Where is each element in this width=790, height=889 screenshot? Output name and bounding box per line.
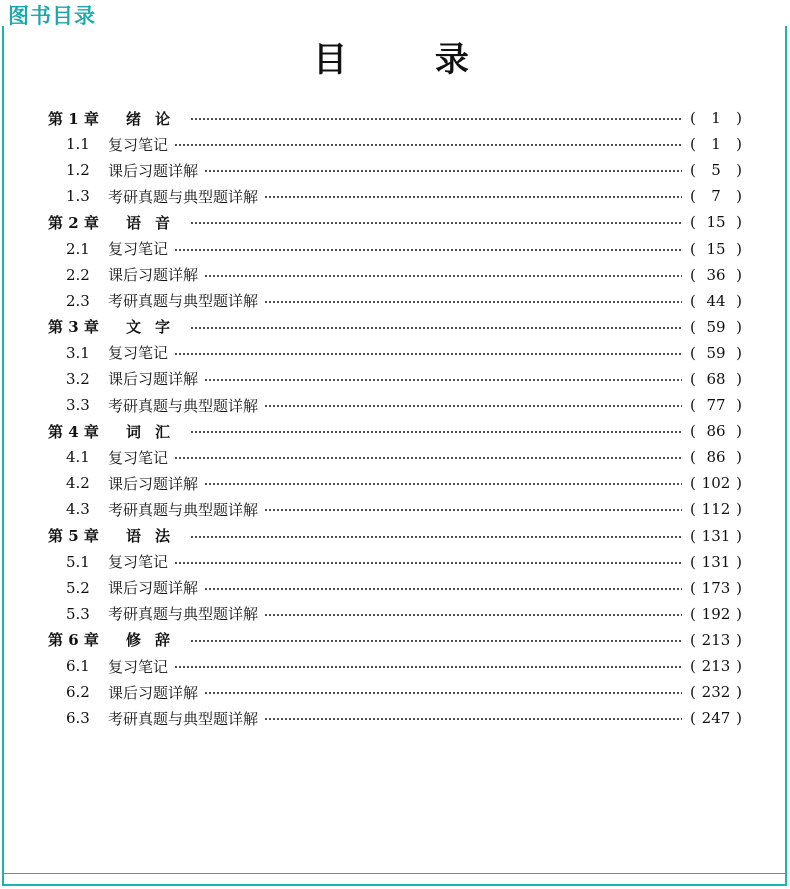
page-number — [690, 344, 742, 362]
close-paren: ) — [736, 369, 742, 388]
toc-section-row[interactable] — [0, 549, 790, 575]
page-number — [690, 709, 742, 727]
toc-chapter-row[interactable] — [0, 105, 790, 131]
page-number — [690, 135, 742, 153]
close-paren: ) — [736, 422, 742, 441]
close-paren: ) — [736, 683, 742, 702]
page-number-value: 131 — [701, 552, 731, 571]
page-number — [690, 579, 742, 597]
chapter-number: 第 6 章 — [48, 631, 99, 650]
toc-entry-label — [48, 108, 184, 129]
page-number-value: 112 — [701, 500, 731, 519]
toc-entry-label — [48, 212, 184, 233]
toc-section-row[interactable] — [0, 183, 790, 209]
toc-chapter-row[interactable] — [0, 418, 790, 444]
section-number: 5.1 — [66, 552, 90, 571]
dot-leader — [174, 562, 682, 564]
page-number-value: 102 — [701, 474, 731, 493]
open-paren: ( — [690, 161, 696, 180]
toc-section-row[interactable] — [0, 366, 790, 392]
close-paren: ) — [736, 396, 742, 415]
close-paren: ) — [736, 552, 742, 571]
toc-chapter-row[interactable] — [0, 314, 790, 340]
page-number-value: 213 — [701, 657, 731, 676]
open-paren: ( — [690, 552, 696, 571]
close-paren: ) — [736, 317, 742, 336]
section-title: 课后习题详解 — [108, 266, 199, 285]
page-number — [690, 292, 742, 310]
toc-entry-label — [66, 603, 258, 624]
open-paren: ( — [690, 187, 696, 206]
toc-entry-label — [66, 473, 198, 494]
page-number-value: 7 — [711, 187, 721, 206]
toc-section-row[interactable] — [0, 705, 790, 731]
dot-leader — [174, 249, 682, 251]
page-number — [690, 553, 742, 571]
page-number — [690, 448, 742, 466]
dot-leader — [204, 379, 682, 381]
page-number — [690, 187, 742, 205]
section-number: 1.3 — [66, 187, 90, 206]
close-paren: ) — [736, 500, 742, 519]
section-title: 课后习题详解 — [108, 683, 199, 702]
page-number — [690, 657, 742, 675]
page-number-value: 59 — [706, 317, 726, 336]
dot-leader — [190, 536, 682, 538]
open-paren: ( — [690, 630, 696, 649]
close-paren: ) — [736, 161, 742, 180]
dot-leader — [264, 614, 682, 616]
section-number: 1.2 — [66, 161, 90, 180]
open-paren: ( — [690, 396, 696, 415]
section-number: 4.3 — [66, 500, 90, 519]
toc-entry-label — [66, 342, 168, 363]
section-number: 3.2 — [66, 369, 90, 388]
page-number-value: 1 — [711, 135, 721, 154]
page-number-value: 15 — [706, 239, 726, 258]
dot-leader — [264, 509, 682, 511]
section-title: 复习笔记 — [108, 448, 169, 467]
page-number — [690, 213, 742, 231]
dot-leader — [264, 301, 682, 303]
toc-entry-label — [66, 682, 198, 703]
section-title: 课后习题详解 — [108, 579, 199, 598]
dot-leader — [174, 144, 682, 146]
header-label: 图书目录 — [8, 4, 96, 28]
page-number — [690, 527, 742, 545]
section-title: 考研真题与典型题详解 — [108, 709, 259, 728]
section-number: 5.2 — [66, 578, 90, 597]
toc-entry-label — [66, 551, 168, 572]
chapter-title: 文字 — [126, 318, 185, 337]
dot-leader — [190, 640, 682, 642]
toc-section-row[interactable] — [0, 262, 790, 288]
section-title: 考研真题与典型题详解 — [108, 500, 259, 519]
toc-chapter-row[interactable] — [0, 523, 790, 549]
page-number-value: 44 — [706, 291, 726, 310]
close-paren: ) — [736, 526, 742, 545]
toc-entry-label — [48, 525, 184, 546]
close-paren: ) — [736, 630, 742, 649]
section-title: 复习笔记 — [108, 344, 169, 363]
section-title: 考研真题与典型题详解 — [108, 396, 259, 415]
open-paren: ( — [690, 369, 696, 388]
chapter-title: 语法 — [126, 527, 185, 546]
open-paren: ( — [690, 135, 696, 154]
section-title: 复习笔记 — [108, 657, 169, 676]
section-number: 3.3 — [66, 396, 90, 415]
close-paren: ) — [736, 109, 742, 128]
open-paren: ( — [690, 578, 696, 597]
chapter-title: 修辞 — [126, 631, 185, 650]
close-paren: ) — [736, 604, 742, 623]
open-paren: ( — [690, 657, 696, 676]
section-number: 4.2 — [66, 474, 90, 493]
toc-section-row[interactable] — [0, 575, 790, 601]
toc-section-row[interactable] — [0, 601, 790, 627]
close-paren: ) — [736, 448, 742, 467]
dot-leader — [204, 170, 682, 172]
page-number — [690, 422, 742, 440]
toc-section-row[interactable] — [0, 679, 790, 705]
chapter-title: 语音 — [126, 213, 185, 232]
section-number: 4.1 — [66, 448, 90, 467]
toc-section-row[interactable] — [0, 157, 790, 183]
page-number-value: 232 — [701, 683, 731, 702]
chapter-number: 第 5 章 — [48, 527, 99, 546]
dot-leader — [204, 483, 682, 485]
dot-leader — [190, 431, 682, 433]
open-paren: ( — [690, 317, 696, 336]
toc-section-row[interactable] — [0, 392, 790, 418]
page-number — [690, 266, 742, 284]
close-paren: ) — [736, 135, 742, 154]
open-paren: ( — [690, 604, 696, 623]
section-number: 3.1 — [66, 343, 90, 362]
page-number-value: 86 — [706, 422, 726, 441]
page-number-value: 131 — [701, 526, 731, 545]
toc-section-row[interactable] — [0, 470, 790, 496]
dot-leader — [174, 457, 682, 459]
page-number — [690, 474, 742, 492]
page-number — [690, 605, 742, 623]
open-paren: ( — [690, 265, 696, 284]
toc-entry-label — [66, 264, 198, 285]
close-paren: ) — [736, 578, 742, 597]
page-number-value: 68 — [706, 369, 726, 388]
toc-section-row[interactable] — [0, 288, 790, 314]
section-number: 6.1 — [66, 657, 90, 676]
open-paren: ( — [690, 109, 696, 128]
dot-leader — [264, 405, 682, 407]
dot-leader — [204, 692, 682, 694]
dot-leader — [190, 222, 682, 224]
section-title: 复习笔记 — [108, 240, 169, 259]
page-number-value: 1 — [711, 109, 721, 128]
page-number — [690, 318, 742, 336]
open-paren: ( — [690, 291, 696, 310]
page-number — [690, 109, 742, 127]
dot-leader — [264, 196, 682, 198]
section-title: 课后习题详解 — [108, 370, 199, 389]
page-number-value: 173 — [701, 578, 731, 597]
close-paren: ) — [736, 657, 742, 676]
page-number — [690, 161, 742, 179]
page-number-value: 192 — [701, 604, 731, 623]
dot-leader — [174, 666, 682, 668]
page-number-value: 77 — [706, 396, 726, 415]
page-number-value: 247 — [701, 709, 731, 728]
dot-leader — [204, 275, 682, 277]
section-number: 5.3 — [66, 604, 90, 623]
dot-leader — [190, 118, 682, 120]
open-paren: ( — [690, 474, 696, 493]
toc-entry-label — [66, 577, 198, 598]
close-paren: ) — [736, 187, 742, 206]
page-number-value: 36 — [706, 265, 726, 284]
open-paren: ( — [690, 343, 696, 362]
page-number-value: 86 — [706, 448, 726, 467]
toc-entry-label — [66, 708, 258, 729]
toc-entry-label — [48, 316, 184, 337]
toc-entry-label — [48, 629, 184, 650]
section-title: 复习笔记 — [108, 135, 169, 154]
page-number-value: 15 — [706, 213, 726, 232]
page-number — [690, 631, 742, 649]
section-title: 课后习题详解 — [108, 474, 199, 493]
open-paren: ( — [690, 526, 696, 545]
toc-section-row[interactable] — [0, 340, 790, 366]
dot-leader — [204, 588, 682, 590]
toc-entry-label — [66, 160, 198, 181]
section-number: 6.2 — [66, 683, 90, 702]
page-number-value: 5 — [711, 161, 721, 180]
page-number — [690, 396, 742, 414]
toc-section-row[interactable] — [0, 444, 790, 470]
toc-entry-label — [48, 421, 184, 442]
dot-leader — [264, 718, 682, 720]
page-number — [690, 370, 742, 388]
section-title: 考研真题与典型题详解 — [108, 187, 259, 206]
section-number: 6.3 — [66, 709, 90, 728]
close-paren: ) — [736, 265, 742, 284]
toc-section-row[interactable] — [0, 496, 790, 522]
open-paren: ( — [690, 683, 696, 702]
toc-entry-label — [66, 447, 168, 468]
table-of-contents — [0, 105, 790, 731]
close-paren: ) — [736, 709, 742, 728]
close-paren: ) — [736, 291, 742, 310]
open-paren: ( — [690, 709, 696, 728]
open-paren: ( — [690, 500, 696, 519]
section-number: 1.1 — [66, 135, 90, 154]
open-paren: ( — [690, 213, 696, 232]
close-paren: ) — [736, 343, 742, 362]
toc-entry-label — [66, 290, 258, 311]
section-number: 2.1 — [66, 239, 90, 258]
toc-chapter-row[interactable] — [0, 627, 790, 653]
section-title: 复习笔记 — [108, 553, 169, 572]
toc-section-row[interactable] — [0, 235, 790, 261]
toc-entry-label — [66, 238, 168, 259]
page-number — [690, 500, 742, 518]
toc-entry-label — [66, 395, 258, 416]
dot-leader — [190, 327, 682, 329]
section-number: 2.3 — [66, 291, 90, 310]
open-paren: ( — [690, 422, 696, 441]
toc-section-row[interactable] — [0, 653, 790, 679]
open-paren: ( — [690, 239, 696, 258]
page-number — [690, 240, 742, 258]
toc-entry-label — [66, 656, 168, 677]
page-number-value: 213 — [701, 630, 731, 649]
close-paren: ) — [736, 213, 742, 232]
toc-section-row[interactable] — [0, 131, 790, 157]
chapter-number: 第 4 章 — [48, 422, 99, 441]
toc-entry-label — [66, 368, 198, 389]
toc-entry-label — [66, 134, 168, 155]
page-title: 目 录 — [313, 40, 507, 80]
close-paren: ) — [736, 239, 742, 258]
page-number-value: 59 — [706, 343, 726, 362]
chapter-number: 第 3 章 — [48, 318, 99, 337]
toc-chapter-row[interactable] — [0, 209, 790, 235]
section-title: 课后习题详解 — [108, 161, 199, 180]
dot-leader — [174, 353, 682, 355]
toc-entry-label — [66, 186, 258, 207]
chapter-number: 第 2 章 — [48, 213, 99, 232]
close-paren: ) — [736, 474, 742, 493]
toc-entry-label — [66, 499, 258, 520]
chapter-title: 绪论 — [126, 109, 185, 128]
section-title: 考研真题与典型题详解 — [108, 292, 259, 311]
chapter-title: 词汇 — [126, 422, 185, 441]
open-paren: ( — [690, 448, 696, 467]
section-title: 考研真题与典型题详解 — [108, 605, 259, 624]
section-number: 2.2 — [66, 265, 90, 284]
page-number — [690, 683, 742, 701]
chapter-number: 第 1 章 — [48, 109, 99, 128]
